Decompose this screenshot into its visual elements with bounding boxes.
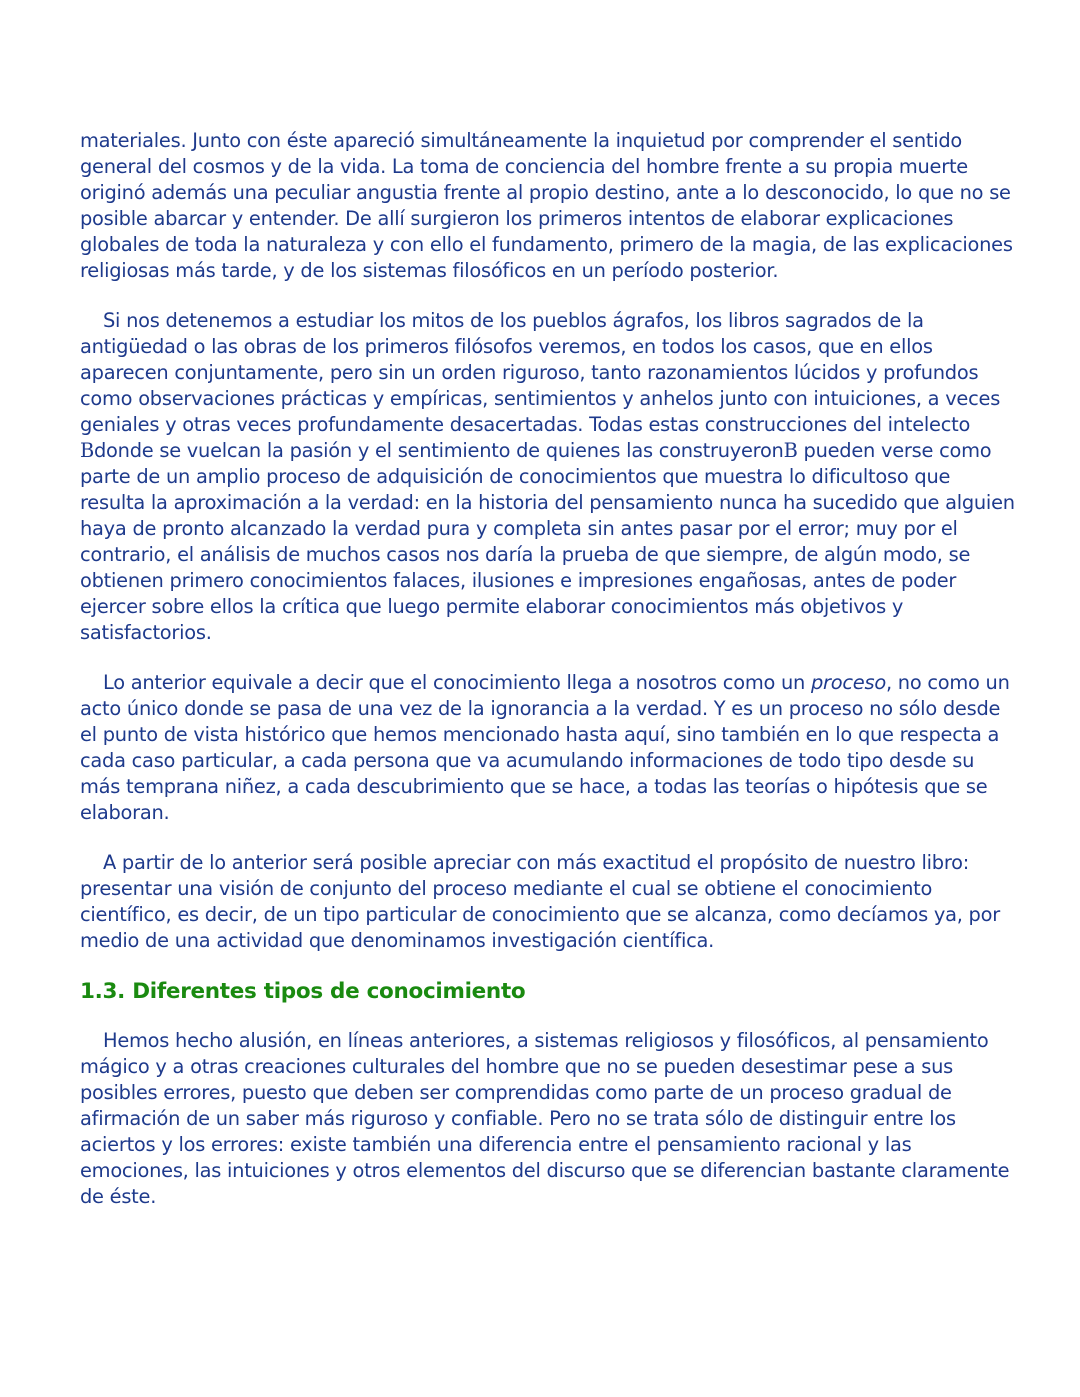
document-page [80, 128, 1020, 1234]
paragraph-alusion: Hemos hecho alusión, en líneas anteriores, a sistemas religiosos y filosóficos, al pensamiento mágico y a otras creaciones culturales del hombre que no se pueden desestimar pese a sus posibles errores, puesto que deben ser comprendidas como parte de un proceso gradual de afirmación de un saber más riguroso y confiable. Pero no se trata sólo de distinguir entre los aciertos y los errores: existe también una diferencia entre el pensamiento racional y las emociones, las intuiciones y otros elementos del discurso que se diferencian bastante claramente de éste. [80, 1029, 1010, 1208]
paragraph-mitos-aside: donde se vuelcan la pasión y el sentimiento de quienes las construyeron [94, 439, 784, 462]
paragraph-cosmos: materiales. Junto con éste apareció simultáneamente la inquietud por comprender el sentido general del cosmos y de la vida. La toma de conciencia del hombre frente a su propia muerte originó además una peculiar angustia frente al propio destino, ante a lo desconocido, lo que no se posible abarcar y entender. De allí surgieron los primeros intentos de elaborar explicaciones globales de toda la naturaleza y con ello el fundamento, primero de la magia, de las explicaciones religiosas más tarde, y de los sistemas filosóficos en un período posterior. [80, 129, 1013, 282]
paragraph-proposito: A partir de lo anterior será posible apreciar con más exactitud el propósito de nuestro libro: presentar una visión de conjunto del proceso mediante el cual se obtiene el conocimiento científico, es decir, de un tipo particular de conocimiento que se alcanza, como decíamos ya, por medio de una actividad que denominamos investigación científica. [80, 851, 1000, 952]
paragraph-proceso-part-1: Lo anterior equivale a decir que el conocimiento llega a nosotros como un [103, 671, 811, 694]
dash-glyph-open: B [80, 439, 94, 462]
paragraph-proceso-part-2: , no como un acto único donde se pasa de una vez de la ignorancia a la verdad. Y es un proceso no sólo desde el punto de vista histórico que hemos mencionado hasta aquí, sino también en lo que respecta a cada caso particular, a cada persona que va acumulando informaciones de todo tipo desde su más temprana niñez, a cada descubrimiento que se hace, a todas las teorías o hipótesis que se elaboran. [80, 671, 1010, 824]
dash-glyph-close: B [783, 439, 798, 462]
section-heading: 1.3. Diferentes tipos de conocimiento [80, 979, 526, 1004]
paragraph-proceso [80, 670, 1020, 826]
paragraph-mitos-part-2: pueden verse como parte de un amplio proceso de adquisición de conocimientos que muestra lo dificultoso que resulta la aproximación a la verdad: en la historia del pensamiento nunca ha sucedido que alguien haya de pronto alcanzado la verdad pura y completa sin antes pasar por el error; muy por el contrario, el análisis de muchos casos nos daría la prueba de que siempre, de algún modo, se obtienen primero conocimientos falaces, ilusiones e impresiones engañosas, antes de poder ejercer sobre ellos la crítica que luego permite elaborar conocimientos más objetivos y satisfactorios. [80, 439, 1015, 644]
emphasis-proceso: proceso [811, 671, 886, 694]
paragraph-mitos-part-1: Si nos detenemos a estudiar los mitos de los pueblos ágrafos, los libros sagrados de la antigüedad o las obras de los primeros filósofos veremos, en todos los casos, que en ellos aparecen conjuntamente, pero sin un orden riguroso, tanto razonamientos lúcidos y profundos como observaciones prácticas y empíricas, sentimientos y anhelos junto con intuiciones, a veces geniales y otras veces profundamente desacertadas. Todas estas construcciones del intelecto [80, 309, 1001, 436]
paragraph-mitos [80, 308, 1020, 646]
